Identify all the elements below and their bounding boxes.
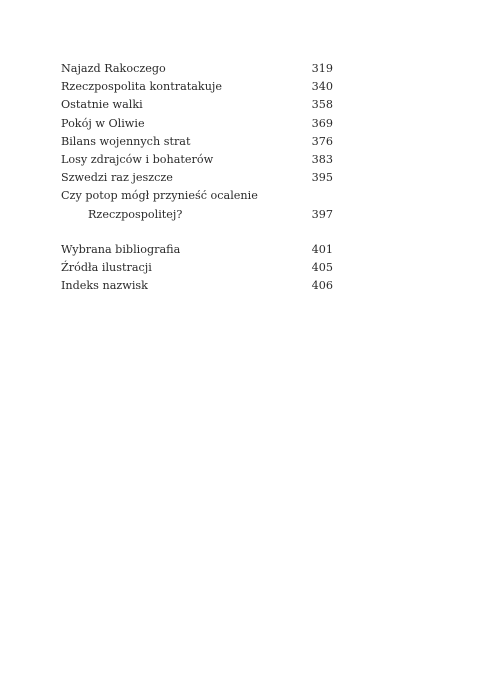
toc-entry <box>61 187 333 205</box>
toc-entry <box>61 133 333 151</box>
toc-entry-page: 406 <box>311 279 333 293</box>
toc-entry <box>61 60 333 78</box>
toc-entry-page: 369 <box>311 116 333 130</box>
table-of-contents <box>61 60 333 295</box>
toc-entry <box>61 151 333 169</box>
section-gap <box>61 224 333 241</box>
toc-entry-page: 376 <box>311 134 333 148</box>
toc-entry-page: 397 <box>311 207 333 221</box>
toc-entry-page: 358 <box>311 98 333 112</box>
toc-back-matter-entry <box>61 277 333 295</box>
toc-entry <box>61 169 333 187</box>
toc-entry-title: Najazd Rakoczego <box>61 62 166 75</box>
toc-entry <box>61 78 333 96</box>
toc-entry <box>61 115 333 133</box>
toc-entry-title: Rzeczpospolitej? <box>88 207 183 221</box>
toc-back-matter-entry <box>61 241 333 259</box>
toc-entry <box>61 96 333 114</box>
toc-back-matter-entry <box>61 259 333 277</box>
toc-entry-page: 401 <box>311 242 333 256</box>
toc-entry-title: Pokój w Oliwie <box>61 116 145 130</box>
toc-entry-title: Bilans wojennych strat <box>61 134 191 148</box>
toc-entry-page: 340 <box>311 80 333 94</box>
toc-entry-title: Rzeczpospolita kontratakuje <box>61 80 222 94</box>
toc-entry-title: Źródła ilustracji <box>61 261 152 275</box>
toc-entry-page: 319 <box>311 62 333 75</box>
toc-entry-page: 383 <box>311 153 333 167</box>
toc-entry-page: 395 <box>311 171 333 185</box>
toc-entry-title: Ostatnie walki <box>61 98 143 112</box>
toc-entry-title: Losy zdrajców i bohaterów <box>61 153 214 167</box>
toc-entry-title: Indeks nazwisk <box>61 279 148 293</box>
toc-entry-continuation <box>61 206 333 224</box>
toc-entry-title: Czy potop mógł przynieść ocalenie <box>61 189 258 203</box>
toc-entry-title: Szwedzi raz jeszcze <box>61 171 173 185</box>
toc-entry-page: 405 <box>311 261 333 275</box>
toc-entry-title: Wybrana bibliografia <box>61 242 181 256</box>
